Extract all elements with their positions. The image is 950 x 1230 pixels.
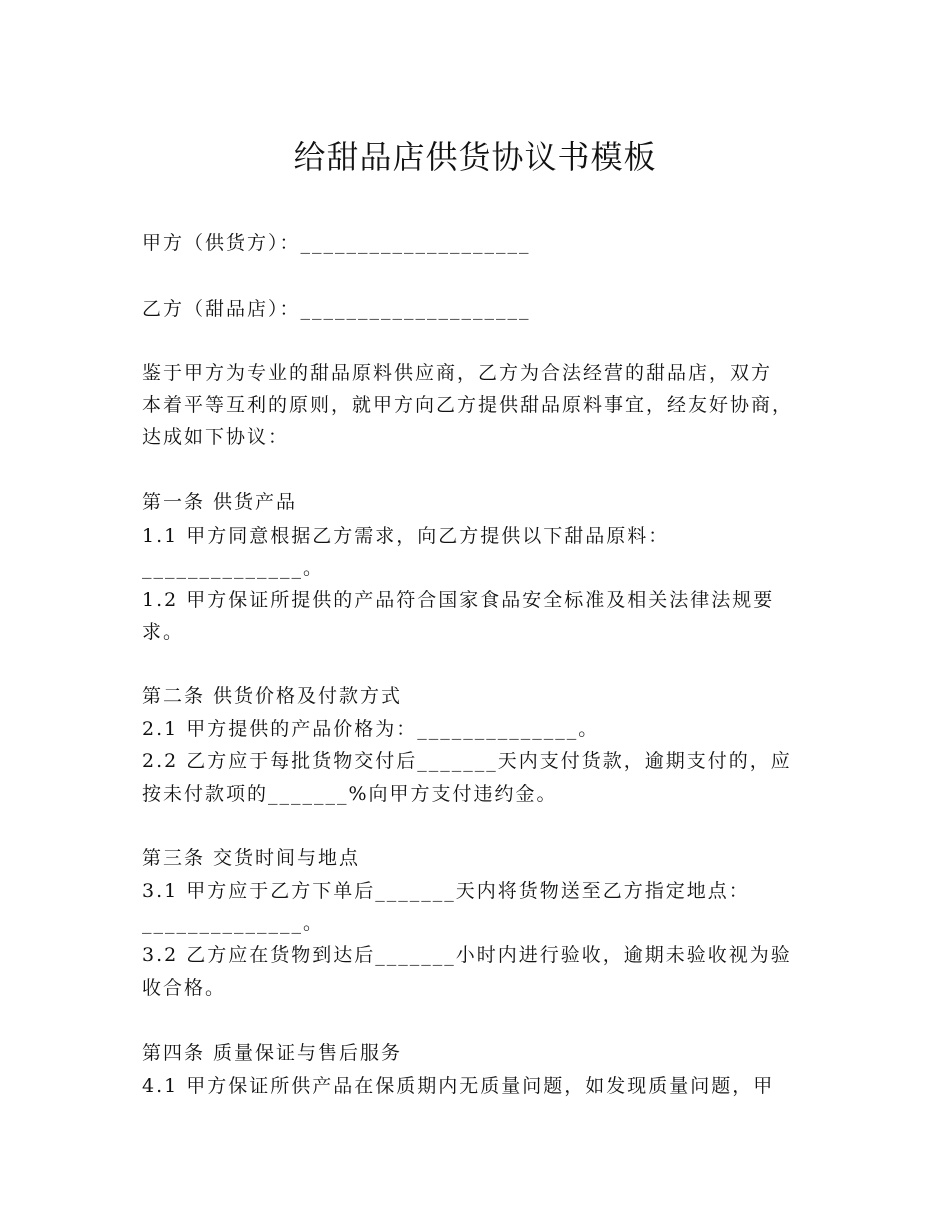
preamble-line: 达成如下协议： [142,426,290,448]
clause-line: 2.1 甲方提供的产品价格为：______________。 [142,718,600,740]
clause-line: 3.2 乙方应在货物到达后_______小时内进行验收，逾期未验收视为验 [142,944,792,966]
clause-line: 求。 [142,621,185,643]
article-4-heading: 第四条 质量保证与售后服务 [142,1042,403,1064]
document-title: 给甜品店供货协议书模板 [293,138,657,176]
preamble-line: 鉴于甲方为专业的甜品原料供应商，乙方为合法经营的甜品店，双方 [142,362,773,384]
clause-line: 1.2 甲方保证所提供的产品符合国家食品安全标准及相关法律法规要 [142,589,775,611]
clause-line: ______________。 [142,557,325,579]
article-2-heading: 第二条 供货价格及付款方式 [142,685,403,707]
clause-line: 4.1 甲方保证所供产品在保质期内无质量问题，如发现质量问题，甲 [142,1075,775,1097]
clause-line: 2.2 乙方应于每批货物交付后_______天内支付货款，逾期支付的，应 [142,750,792,772]
party-b-line: 乙方（甜品店）：____________________ [142,298,531,320]
preamble-line: 本着平等互利的原则，就甲方向乙方提供甜品原料事宜，经友好协商， [142,394,794,416]
article-1-heading: 第一条 供货产品 [142,491,298,513]
clause-line: ______________。 [142,912,325,934]
clause-line: 按未付款项的_______%向甲方支付违约金。 [142,783,558,805]
clause-line: 收合格。 [142,977,227,999]
clause-line: 1.1 甲方同意根据乙方需求，向乙方提供以下甜品原料： [142,525,670,547]
party-a-line: 甲方（供货方）：____________________ [142,232,531,254]
clause-line: 3.1 甲方应于乙方下单后_______天内将货物送至乙方指定地点： [142,880,750,902]
article-3-heading: 第三条 交货时间与地点 [142,847,361,869]
